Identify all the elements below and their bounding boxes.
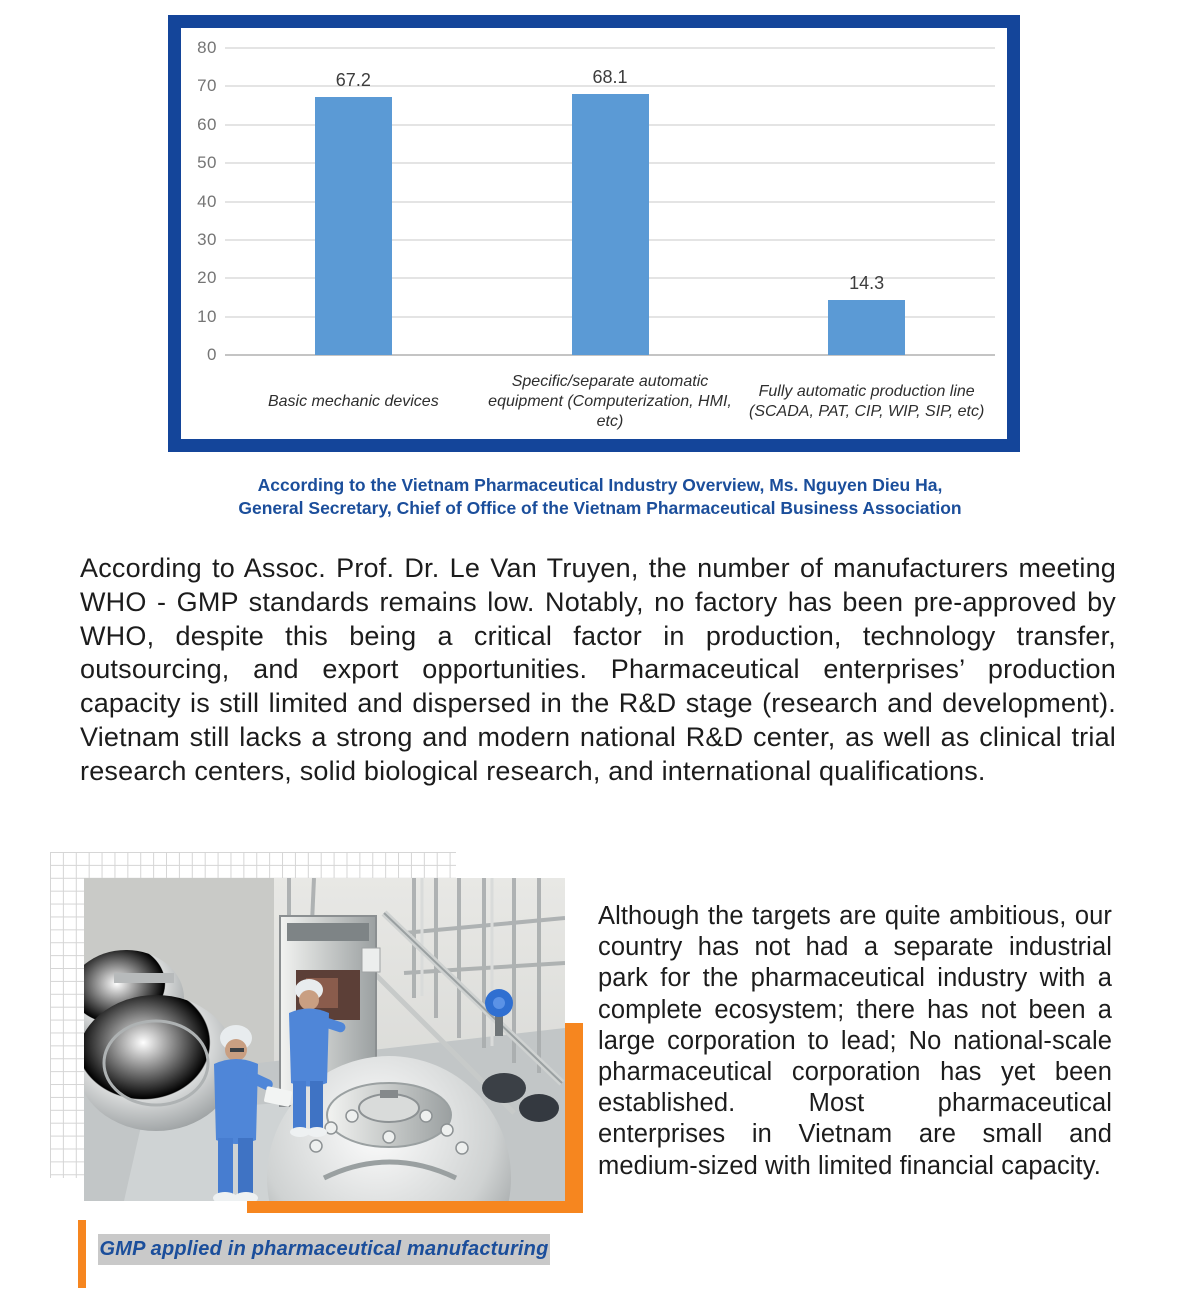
bar-1	[572, 94, 649, 355]
gridline-80	[225, 47, 995, 49]
chart-source-caption-line1: According to the Vietnam Pharmaceutical Industry Overview, Ms. Nguyen Dieu Ha,	[257, 475, 943, 495]
cleanroom-photo	[84, 878, 565, 1201]
y-axis-label-40: 40	[197, 191, 217, 211]
bar-2	[828, 300, 905, 355]
y-axis-label-50: 50	[197, 153, 217, 173]
photo-caption-text: GMP applied in pharmaceutical manufacturing	[99, 1238, 549, 1260]
bar-value-label-1: 68.1	[592, 66, 628, 87]
bar-0	[315, 97, 392, 355]
bar-chart-panel	[168, 15, 1020, 452]
x-axis-label-0: Basic mechanic devices	[267, 393, 439, 410]
x-axis-label-2: Fully automatic production line (SCADA, PAT, CIP, WIP, SIP, etc)	[748, 383, 985, 420]
chart-source-caption-line2: General Secretary, Chief of Office of the Vietnam Pharmaceutical Business Association	[238, 498, 962, 518]
y-axis-label-60: 60	[197, 114, 217, 134]
bar-value-label-2: 14.3	[849, 273, 885, 294]
y-axis-label-70: 70	[197, 76, 217, 96]
y-axis-label-0: 0	[207, 345, 217, 364]
intro-paragraph: According to Assoc. Prof. Dr. Le Van Truyen, the number of manufacturers meeting WHO - GMP standards remains low. Notably, no factory has been pre-approved by WHO, despite this being a critical factor in production, technology transfer, outsourcing, and export opportunities. Pharmaceutical enterprises’ production capacity is still limited and dispersed in the R&D stage (research and development). Vietnam still lacks a strong and modern national R&D center, as well as clinical trial research centers, solid biological research, and international qualifications.	[80, 553, 1116, 786]
y-axis-label-20: 20	[197, 268, 217, 288]
y-axis-label-30: 30	[197, 229, 217, 249]
bar-value-label-0: 67.2	[335, 70, 371, 91]
cleanroom-photo-illustration	[84, 878, 565, 1201]
caption-orange-tick	[78, 1220, 86, 1288]
photo-caption-bar	[98, 1234, 550, 1265]
y-axis-label-80: 80	[197, 38, 217, 57]
y-axis-label-10: 10	[197, 306, 217, 326]
side-paragraph: Although the targets are quite ambitious, our country has not had a separate industrial park for the pharmaceutical industry with a complete ecosystem; there has not been a large corporation to lead; No national-scale pharmaceutical corporation has yet been established. Most pharmaceutical enterprises in Vietnam are small and medium-sized with limited financial capacity.	[598, 902, 1112, 1180]
x-axis-label-1: Specific/separate automatic equipment (Computerization, HMI, etc)	[488, 373, 732, 430]
chart-source-caption	[120, 474, 1080, 520]
bar-chart-plot-area	[181, 28, 1007, 439]
